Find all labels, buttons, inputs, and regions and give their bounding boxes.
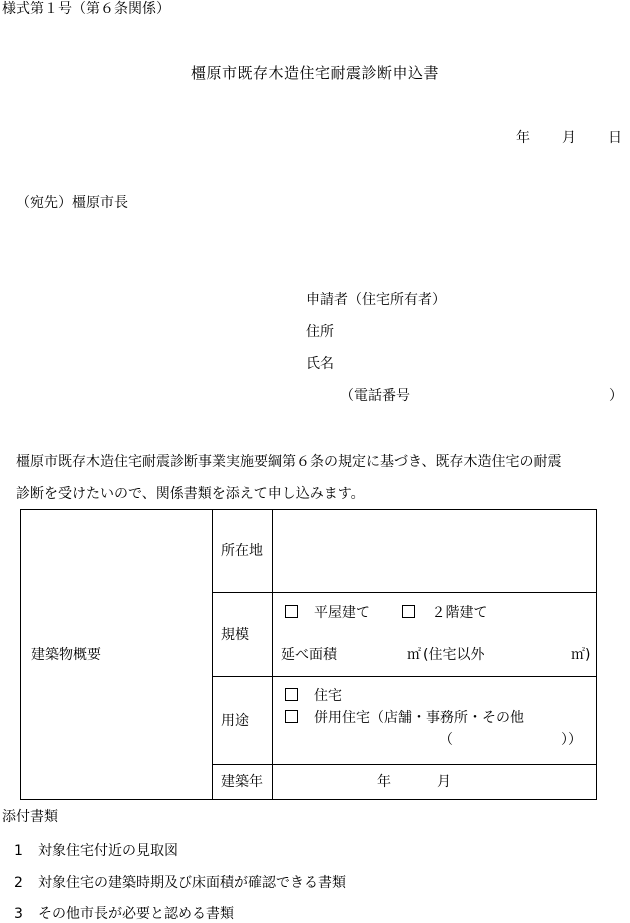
date-day-label: 日 <box>608 130 622 146</box>
residence-checkbox[interactable] <box>285 688 298 701</box>
attachment-item-text: 対象住宅の建築時期及び床面積が確認できる書類 <box>38 875 346 891</box>
attachment-item <box>14 842 178 860</box>
single-story-checkbox[interactable] <box>285 605 298 618</box>
document-title: 橿原市既存木造住宅耐震診断申込書 <box>190 64 439 82</box>
built-year-field[interactable] <box>273 765 597 800</box>
single-story-label: 平屋建て <box>314 605 370 621</box>
attachments-heading: 添付書類 <box>2 809 58 825</box>
built-year-year-label: 年 <box>377 774 391 790</box>
scale-field <box>273 593 597 677</box>
attachment-item <box>14 905 234 923</box>
form-number: 様式第１号（第６条関係） <box>2 1 170 17</box>
mixed-use-label: 併用住宅（店舗・事務所・その他 <box>314 710 524 726</box>
use-label: 用途 <box>213 677 273 765</box>
body-text-line-1: 橿原市既存木造住宅耐震診断事業実施要綱第６条の規定に基づき、既存木造住宅の耐震 <box>16 454 562 470</box>
two-story-checkbox[interactable] <box>402 605 415 618</box>
attachment-item-text: その他市長が必要と認める書類 <box>38 906 234 922</box>
residence-label: 住宅 <box>314 688 342 704</box>
built-year-month-label: 月 <box>437 774 451 790</box>
body-text-line-2: 診断を受けたいので、関係書類を添えて申し込みます。 <box>16 486 365 502</box>
mixed-use-checkbox[interactable] <box>285 710 298 723</box>
addressee: （宛先）橿原市長 <box>16 195 128 211</box>
non-residential-area-unit: ㎡) <box>571 647 591 663</box>
applicant-name-label: 氏名 <box>306 356 334 372</box>
two-story-label: ２階建て <box>431 605 488 621</box>
phone-number-label: （電話番号 <box>340 388 410 404</box>
phone-number-close: ） <box>609 388 623 404</box>
floor-area-label: 延べ面積 <box>281 647 337 663</box>
building-overview-label: 建築物概要 <box>21 510 213 800</box>
applicant-role: 申請者（住宅所有者） <box>306 292 446 308</box>
date-year-label: 年 <box>516 130 530 146</box>
use-field <box>273 677 597 765</box>
applicant-address-label: 住所 <box>306 324 334 340</box>
built-year-label: 建築年 <box>213 765 273 800</box>
floor-area-unit: ㎡ <box>407 647 421 663</box>
attachment-item-number: 2 <box>14 875 23 891</box>
location-field[interactable] <box>273 510 597 593</box>
other-use-open: （ <box>439 732 453 748</box>
attachment-item-text: 対象住宅付近の見取図 <box>38 843 178 859</box>
other-use-close: ）） <box>561 732 582 748</box>
attachment-item <box>14 874 346 892</box>
attachment-item-number: 3 <box>14 906 23 922</box>
attachment-item-number: 1 <box>14 843 23 859</box>
date-line <box>516 129 622 147</box>
date-month-label: 月 <box>562 130 576 146</box>
location-label: 所在地 <box>213 510 273 593</box>
building-overview-table <box>20 509 597 800</box>
scale-label: 規模 <box>213 593 273 677</box>
non-residential-area-label: (住宅以外 <box>423 647 485 663</box>
